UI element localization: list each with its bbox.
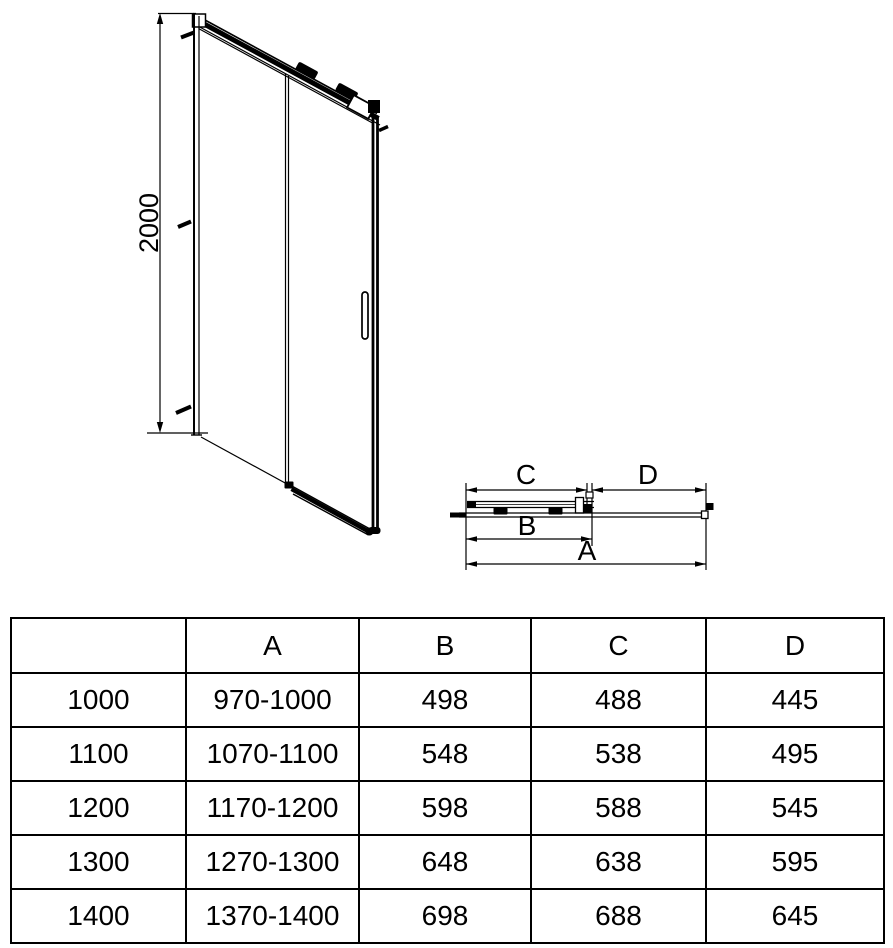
size-table: [10, 617, 885, 944]
panel-divider: [286, 74, 289, 486]
table-header-row: [11, 618, 884, 673]
arrow-down-icon: [157, 422, 163, 433]
dimension-c: [466, 459, 587, 493]
cell-d: 445: [706, 673, 884, 727]
right-stile: [369, 114, 389, 534]
arrow-left-icon: [466, 536, 477, 542]
arrow-right-icon: [695, 487, 706, 493]
glass-bottom-edge: [201, 437, 292, 487]
cell-a: 1270-1300: [186, 835, 359, 889]
arrow-left-icon: [466, 487, 477, 493]
panel-end-cap: [702, 511, 709, 519]
table-row: [11, 835, 884, 889]
table-row: [11, 673, 884, 727]
cell-b: 498: [359, 673, 531, 727]
front-view: [134, 13, 388, 536]
cell-c: 488: [531, 673, 706, 727]
rail-end-cap: [366, 528, 374, 536]
cell-size: 1200: [11, 781, 186, 835]
left-wall-profile: [176, 14, 202, 435]
cell-c: 538: [531, 727, 706, 781]
cell-a: 970-1000: [186, 673, 359, 727]
panel-right-clip: [586, 492, 593, 498]
cell-b: 648: [359, 835, 531, 889]
arrow-left-icon: [592, 487, 603, 493]
cell-d: 495: [706, 727, 884, 781]
cell-size: 1100: [11, 727, 186, 781]
dimension-b: [466, 510, 592, 542]
header-size: [11, 618, 186, 673]
cell-d: 545: [706, 781, 884, 835]
panel-right-profile: [576, 498, 584, 514]
header-b: B: [359, 618, 531, 673]
table-row: [11, 889, 884, 943]
wall-bracket-icon: [707, 503, 714, 510]
plan-view: [450, 459, 714, 570]
arrow-right-icon: [576, 487, 587, 493]
header-d: D: [706, 618, 884, 673]
dim-label-a: A: [577, 535, 597, 566]
cell-a: 1170-1200: [186, 781, 359, 835]
top-rail: [193, 14, 381, 126]
dim-label-b: B: [517, 510, 537, 541]
cell-d: 645: [706, 889, 884, 943]
wall-bracket-icon: [178, 222, 191, 228]
table-row: [11, 727, 884, 781]
dimension-d: [592, 459, 706, 493]
cell-b: 698: [359, 889, 531, 943]
arrow-up-icon: [157, 13, 163, 24]
wall-bracket-icon: [176, 407, 191, 414]
panel-right-block: [584, 504, 593, 513]
bottom-rail: [285, 482, 374, 536]
cell-c: 638: [531, 835, 706, 889]
cell-a: 1370-1400: [186, 889, 359, 943]
cell-b: 598: [359, 781, 531, 835]
cell-size: 1000: [11, 673, 186, 727]
cell-d: 595: [706, 835, 884, 889]
height-dimension-label: 2000: [134, 192, 164, 254]
cell-c: 588: [531, 781, 706, 835]
cell-size: 1400: [11, 889, 186, 943]
wall-bracket-icon: [181, 33, 194, 38]
cell-a: 1070-1100: [186, 727, 359, 781]
header-a: A: [186, 618, 359, 673]
stile-top-cap: [368, 100, 380, 113]
dimension-a: [466, 535, 706, 567]
table-row: [11, 781, 884, 835]
arrow-left-icon: [466, 561, 477, 567]
dim-label-c: C: [515, 459, 537, 490]
arrow-right-icon: [695, 561, 706, 567]
wall-bracket-icon: [379, 127, 388, 131]
header-c: C: [531, 618, 706, 673]
door-handle: [362, 292, 368, 339]
dim-label-d: D: [637, 459, 659, 490]
panel-left-cap: [467, 501, 476, 508]
cell-b: 548: [359, 727, 531, 781]
cell-c: 688: [531, 889, 706, 943]
cell-size: 1300: [11, 835, 186, 889]
height-dimension: [134, 13, 208, 433]
